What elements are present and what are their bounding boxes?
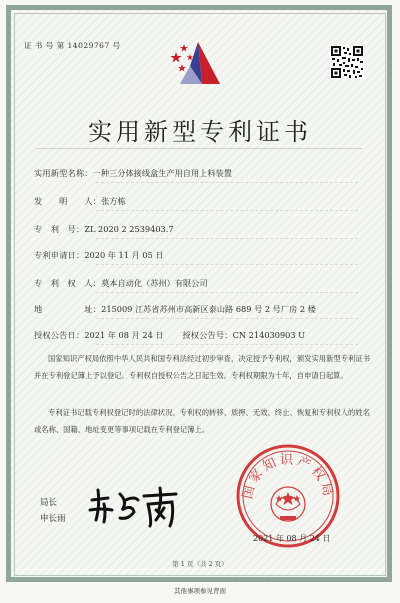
- address-label: 地 址：: [34, 304, 102, 314]
- filing-date-value: 2020 年 11 月 05 日: [84, 250, 164, 260]
- signatory-title: 局长: [40, 498, 58, 508]
- title-divider: [36, 148, 362, 149]
- underline: [96, 182, 358, 183]
- footer-note: 其他事项参见背面: [174, 587, 226, 595]
- address-value: 215009 江苏省苏州市高新区泰山路 689 号 2 号厂房 2 楼: [101, 304, 316, 314]
- filing-date-label: 专利申请日：: [34, 250, 85, 260]
- underline: [96, 264, 358, 265]
- patent-number-row: [34, 224, 174, 235]
- inventor-value: 张方栋: [101, 196, 126, 206]
- patentee-label: 专 利 权 人：: [34, 278, 102, 288]
- filing-date-row: [34, 250, 164, 261]
- grant-number-value: CN 214030903 U: [232, 330, 306, 340]
- underline: [96, 292, 358, 293]
- certificate-title: 实用新型专利证书: [88, 118, 312, 146]
- underline: [96, 238, 358, 239]
- address-row: [34, 304, 316, 315]
- qr-code-icon: [330, 45, 364, 79]
- patent-number-value: ZL 2020 2 2539403.7: [84, 224, 174, 234]
- patent-office-emblem-icon: [168, 36, 232, 92]
- underline: [96, 344, 358, 345]
- inventor-label: 发 明 人：: [34, 196, 102, 206]
- grant-date-label: 授权公告日：: [34, 330, 85, 340]
- utility-name-row: [34, 168, 232, 179]
- patentee-value: 莫本自动化（苏州）有限公司: [101, 278, 208, 288]
- certificate-number: 证 书 号 第 14029767 号: [24, 41, 121, 50]
- grant-row: [34, 330, 305, 341]
- page-number: 第 1 页（共 2 页）: [172, 560, 228, 568]
- seal-date: 2021 年 08 月 24 日: [253, 534, 331, 543]
- legal-status-paragraph: 专利证书记载专利权登记时的法律状况。专利权的转移、质押、无效、终止、恢复和专利权人的姓名或名称、国籍、地址变更等事项记载在专利登记簿上。: [34, 408, 370, 434]
- patent-number-label: 专 利 号：: [34, 224, 85, 234]
- underline: [96, 318, 358, 319]
- utility-name-value: 一种三分体接线盒生产用自用上料装置: [92, 168, 232, 178]
- grant-statement-paragraph: 国家知识产权局依照中华人民共和国专利法经过初步审查，决定授予专利权，颁发实用新型专利证书并在专利登记簿上予以登记。专利权自授权公告之日起生效。专利权期限为十年，自申请日起算。: [34, 354, 370, 380]
- grant-date-value: 2021 年 08 月 24 日: [84, 330, 164, 340]
- handwritten-signature: [84, 482, 184, 532]
- patentee-row: [34, 278, 208, 289]
- grant-number-label: 授权公告号：: [182, 330, 233, 340]
- signatory-name: 申长雨: [40, 514, 66, 524]
- underline: [96, 210, 358, 211]
- seal-text: 国家知识产权局: [240, 453, 336, 501]
- utility-name-label: 实用新型名称：: [34, 168, 93, 178]
- inventor-row: [34, 196, 126, 207]
